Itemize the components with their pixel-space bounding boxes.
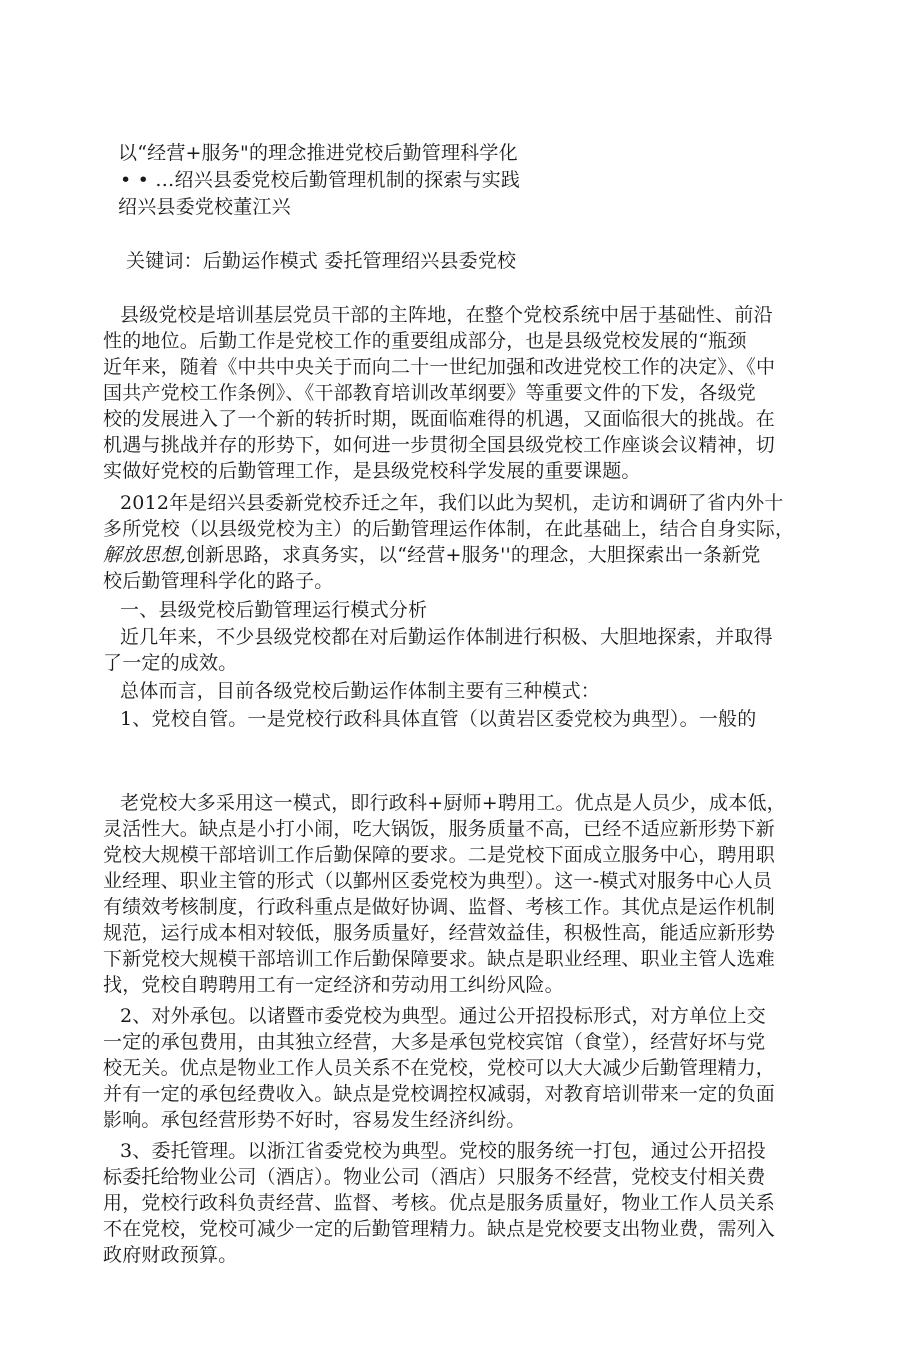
- paragraph-line: 标委托给物业公司（酒店）。物业公司（酒店）只服务不经营，党校支付相关费: [103, 1166, 766, 1188]
- paragraph-line: 不在党校，党校可减少一定的后勤管理精力。缺点是党校要支出物业费，需列入: [103, 1218, 776, 1240]
- paragraph-line: 多所党校（以县级党校为主）的后勤管理运作体制，在此基础上，结合自身实际，: [103, 518, 795, 540]
- paragraph-line: 实做好党校的后勤管理工作，是县级党校科学发展的重要课题。: [103, 460, 641, 482]
- paragraph-line: 近年来，随着《中共中央关于而向二十一世纪加强和改进党校工作的决定》、《中: [103, 356, 776, 378]
- keywords-line: 关键词：后勤运作模式 委托管理绍兴县委党校: [126, 250, 517, 272]
- paragraph-line: 有绩效考核制度，行政科重点是做好协调、监督、考核工作。其优点是运作机制: [103, 896, 776, 918]
- paragraph-line: 2012年是绍兴县委新党校乔迁之年，我们以此为契机，走访和调研了省内外十: [120, 492, 784, 514]
- paragraph-line: 老党校大多采用这一模式，即行政科+厨师+聘用工。优点是人员少，成本低，: [120, 792, 786, 814]
- paragraph-line: 了一定的成效。: [103, 652, 238, 674]
- paragraph-line: 灵活性大。缺点是小打小闹，吃大锅饭，服务质量不高，已经不适应新形势下新: [103, 818, 776, 840]
- document-subtitle: • • …绍兴县委党校后勤管理机制的探索与实践: [120, 169, 521, 191]
- document-author: 绍兴县委党校董江兴: [118, 196, 291, 218]
- paragraph-line: 找，党校自聘聘用工有一定经济和劳动用工纠纷风险。: [103, 974, 564, 996]
- paragraph-line: 县级党校是培训基层党员干部的主阵地，在整个党校系统中居于基础性、前沿: [120, 304, 773, 326]
- paragraph-line-rest: 创新思路，求真务实，以“经营+服务''的理念，大胆探索出一条新党: [186, 544, 761, 566]
- paragraph-line: 规范，运行成本相对较低，服务质量好，经营效益佳，积极性高，能适应新形势: [103, 922, 776, 944]
- paragraph-line: 近几年来，不少县级党校都在对后勤运作体制进行积极、大胆地探索，并取得: [120, 626, 773, 648]
- paragraph-line: 国共产党校工作条例》、《干部教育培训改革纲要》等重要文件的下发，各级党: [103, 382, 757, 404]
- paragraph-line: 用，党校行政科负责经营、监督、考核。优点是服务质量好，物业工作人员关系: [103, 1192, 776, 1214]
- paragraph-line: 校无关。优点是物业工作人员关系不在党校，党校可以大大减少后勤管理精力，: [103, 1057, 776, 1079]
- paragraph-line: 下新党校大规模干部培训工作后勤保障要求。缺点是职业经理、职业主管人选难: [103, 948, 776, 970]
- paragraph-line: [103, 542, 761, 568]
- paragraph-line: 2、对外承包。以诸暨市委党校为典型。通过公开招投标形式，对方单位上交: [120, 1005, 766, 1027]
- paragraph-line: 一定的承包费用，由其独立经营，大多是承包党校宾馆（食堂），经营好坏与党: [103, 1031, 766, 1053]
- italic-phrase: 解放思想,: [103, 544, 187, 566]
- paragraph-line: 校的发展进入了一个新的转折时期，既面临难得的机遇，又面临很大的挑战。在: [103, 408, 776, 430]
- section-heading: 一、县级党校后勤管理运行模式分析: [120, 599, 428, 621]
- paragraph-line: 3、委托管理。以浙江省委党校为典型。党校的服务统一打包，通过公开招投: [120, 1140, 766, 1162]
- paragraph-line: 1、党校自管。一是党校行政科具体直管（以黄岩区委党校为典型）。一般的: [120, 708, 757, 730]
- document-title: 以“经营+服务"的理念推进党校后勤管理科学化: [118, 142, 518, 164]
- paragraph-line: 业经理、职业主管的形式（以鄞州区委党校为典型）。这一-模式对服务中心人员: [103, 870, 773, 892]
- paragraph-line: 机遇与挑战并存的形势下，如何进一步贯彻全国县级党校工作座谈会议精神，切: [103, 434, 776, 456]
- paragraph-line: 影响。承包经营形势不好时，容易发生经济纠纷。: [103, 1109, 526, 1131]
- paragraph-line: 党校大规模干部培训工作后勤保障的要求。二是党校下面成立服务中心，聘用职: [103, 844, 776, 866]
- paragraph-line: 并有一定的承包经费收入。缺点是党校调控权减弱，对教育培训带来一定的负面: [103, 1083, 776, 1105]
- paragraph-line: 性的地位。后勤工作是党校工作的重要组成部分，也是县级党校发展的“瓶颈: [103, 330, 747, 352]
- paragraph-line: 政府财政预算。: [103, 1244, 238, 1266]
- paragraph-line: 校后勤管理科学化的路子。: [103, 570, 334, 592]
- paragraph-line: 总体而言，目前各级党校后勤运作体制主要有三种模式：: [120, 680, 601, 702]
